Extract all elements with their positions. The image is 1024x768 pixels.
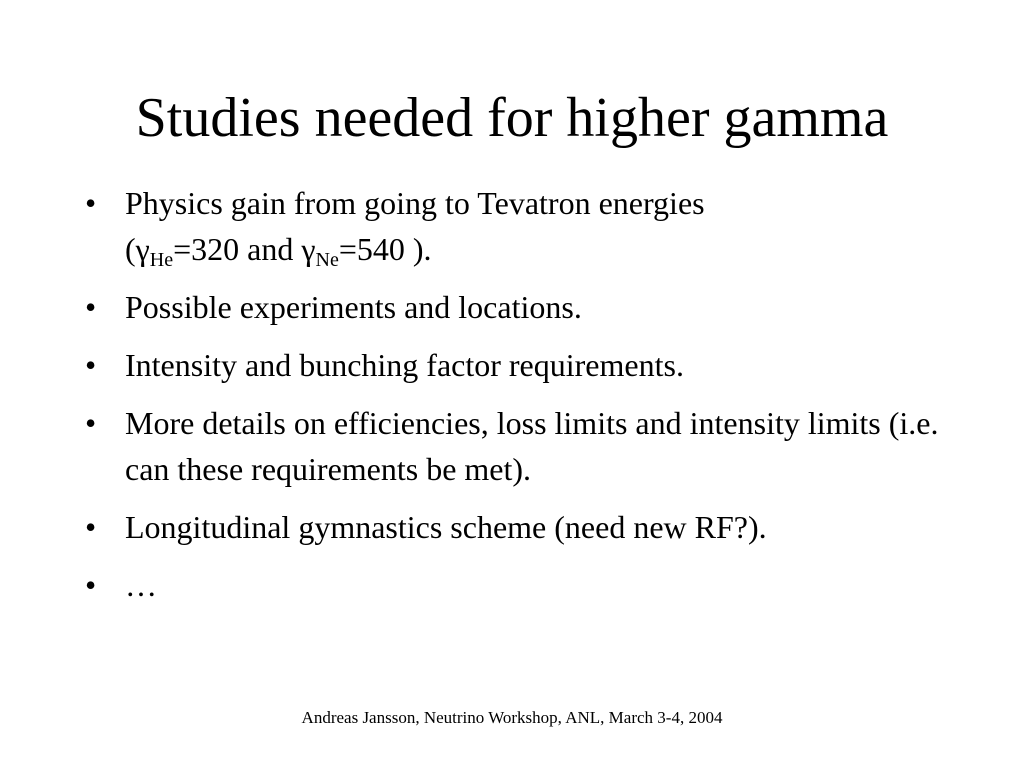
bullet-dot: • xyxy=(85,405,97,441)
bullet-text-line1: Physics gain from going to Tevatron energies xyxy=(125,185,705,221)
bullet-text: Intensity and bunching factor requirements. xyxy=(125,347,684,383)
paren-open: ( xyxy=(125,231,136,267)
bullet-item-efficiencies xyxy=(80,400,960,492)
bullet-dot: • xyxy=(85,509,97,545)
bullet-item-experiments xyxy=(80,284,960,330)
bullet-dot: • xyxy=(85,567,97,603)
slide-footer: Andreas Jansson, Neutrino Workshop, ANL, March 3-4, 2004 xyxy=(301,708,723,727)
bullet-text: … xyxy=(125,567,157,603)
bullet-text: Longitudinal gymnastics scheme (need new RF?). xyxy=(125,509,767,545)
gamma-symbol: γ xyxy=(135,231,150,267)
bullet-text: More details on efficiencies, loss limits and intensity limits (i.e. can these requirements be met). xyxy=(125,405,939,487)
bullet-item-intensity xyxy=(80,342,960,388)
bullet-item-ellipsis xyxy=(80,562,960,608)
bullet-dot: • xyxy=(85,347,97,383)
gamma-he-value: =320 and xyxy=(173,231,302,267)
bullet-list xyxy=(80,180,960,620)
subscript-ne: Ne xyxy=(315,249,339,271)
gamma-symbol: γ xyxy=(301,231,316,267)
bullet-item-longitudinal xyxy=(80,504,960,550)
bullet-item-physics-gain xyxy=(80,180,960,272)
bullet-dot: • xyxy=(85,185,97,221)
gamma-ne-value: =540 ). xyxy=(338,231,432,267)
bullet-text: Possible experiments and locations. xyxy=(125,289,582,325)
bullet-dot: • xyxy=(85,289,97,325)
subscript-he: He xyxy=(149,249,174,271)
slide-title: Studies needed for higher gamma xyxy=(135,87,889,149)
